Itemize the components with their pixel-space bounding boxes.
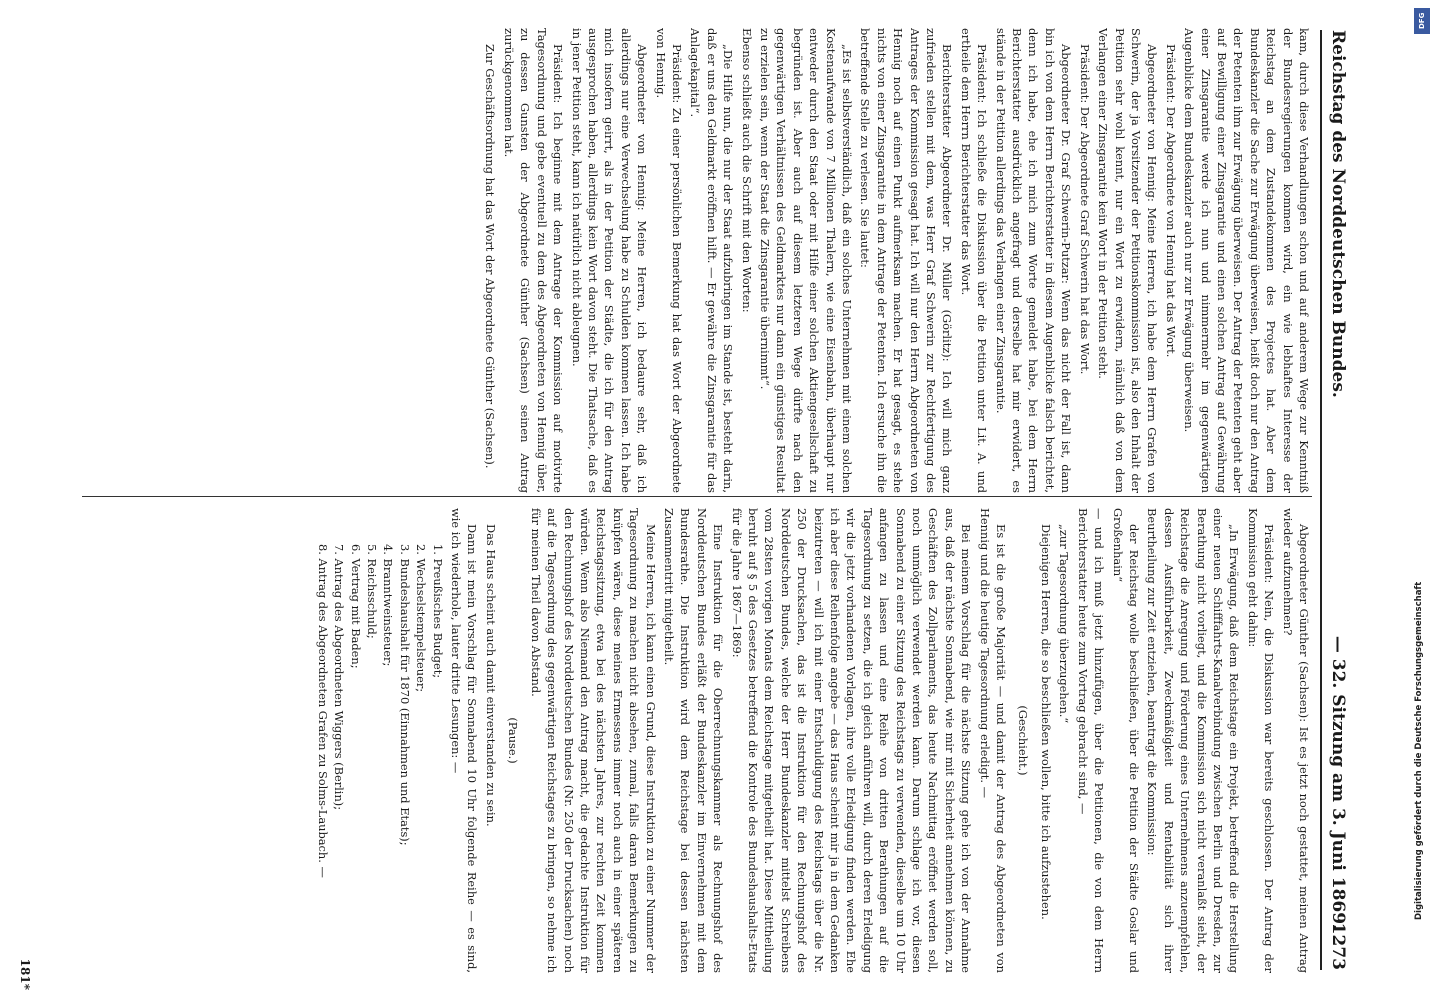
credit-text: Digitalisierung gefördert durch die Deutsche Forschungsgemeinschaft — [1414, 581, 1424, 920]
right-column-paragraph: 4. Branntweinsteuer; — [381, 544, 396, 667]
right-column-paragraph: Eine Instruktion für die Oberrechnungskammer als Rechnungshof des Norddeutschen Bundes erläßt der Bundeskanzler im Einvernehmen mit dem Bundesrathe. Die Instruktion wird dem Reichstage bei dessen nächsten Zusammentritt mitgetheilt. — [661, 508, 726, 973]
sheet-signature: 181* — [18, 958, 32, 990]
left-column-paragraph: kam, durch diese Verhandlungen schon und auf anderem Wege zur Kenntniß der Bundesregierungen kommen wird, ein wie lebhaftes Interesse der Reichstag an dem Zustandekommen des Projectes hat. Aber dem Bundeskanzler die Sache zur Erwägung überweisen, heißt doch nur den Antrag der Petenten ihm zur Erwägung überweisen. Der Antrag der Petenten geht aber auf Bewilligung einer Zinsgarantie und einen solchen Antrag auf Gewährung einer Zinsgarantie werde ich nun und nimmermehr im gegenwärtigen Augenblicke dem Bundeskanzler auch nur zur Erwägung überweisen. — [1182, 28, 1311, 493]
page-number: 1273 — [1328, 922, 1348, 970]
page-header — [1320, 30, 1362, 970]
left-column-paragraph: Präsident: Der Abgeordnete von Hennig hat das Wort. — [1163, 44, 1178, 358]
right-column-paragraph: Präsident: Nein, die Diskussion war bereits geschlossen. Der Antrag der Kommission geht dahin: — [1245, 508, 1277, 973]
digitization-credit — [1413, 6, 1431, 994]
right-column-paragraph: 2. Wechselstempelsteuer; — [414, 544, 429, 693]
right-column-paragraph: — und ich muß jetzt hinzufügen, über die Petitionen, die von dem Herrn Berichterstatter heute zum Vortrag gebracht sind, — — [1075, 508, 1107, 973]
right-column-paragraph: Dann ist mein Vorschlag für Sonnabend 10 Uhr folgende Reihe — es sind, wie ich wiederhole, lauter dritte Lesungen: — — [449, 508, 480, 973]
right-column-paragraph: „zur Tagesordnung überzugehen.“ — [1057, 524, 1072, 724]
right-column-paragraph: Bei meinem Vorschlag für die nächste Sitzung gehe ich von der Annahme aus, daß der nächste Sonnabend, wie mir mit Sicherheit annehmen können, zu Geschäften des Zollparlaments, das heute Nachmittag eröffnet werden soll, noch unmöglich verwendet werden kann. Darum schlage ich vor, diesen Sonnabend zu einer Sitzung des Reichstags zu verwenden, dieselbe um 10 Uhr anfangen zu lassen und eine Reihe von dritten Berathungen auf die Tagesordnung zu setzen, die ich gleich anführen will, durch deren Erledigung wir die jetzt vorhandenen Vorlagen, ihre volle Erledigung finden werden. Ehe ich aber diese Reihenfolge angebe — das Haus scheint mir ja in dem Gedanken beizutreten — will ich mit einer Entschuldigung des Reichstags über die Nr. 250 der Drucksachen, das ist die Instruktion für den Rechnungshof des Norddeutschen Bundes, welche der Herr Bundeskanzler mittelst Schreibens vom 28sten vorigen Monats dem Reichstage mitgetheilt hat. Diese Mittheilung beruht auf § 5 des Gesetzes betreffend die Kontrole des Bundeshaushalts-Etats für die Jahre 1867—1869: — [729, 508, 974, 973]
right-column-paragraph: 6. Vertrag mit Baden; — [348, 544, 363, 669]
left-column-paragraph: Präsident: Zu einer persönlichen Bemerkung hat das Wort der Abgeordnete von Hennig. — [653, 28, 684, 493]
left-text-column — [82, 28, 1312, 493]
left-column-paragraph: „Es ist selbstverständlich, daß ein solches Unternehmen mit einem solchen Kostenaufwande von 7 Millionen Thalern, wie eine Eisenbahn, überhaupt nur entweder durch den Staat oder mit Hilfe einer solchen Aktiengesellschaft zu begründen ist. Aber auch auf diesem letzteren Wege dürfte nach den gegenwärtigen Verhältnissen des Geldmarktes nur dann ein günstiges Resultat zu erzielen sein, wenn der Staat die Zinsgarantie übernimmt“. — [758, 28, 855, 493]
right-column-paragraph: (Pause.) — [506, 717, 521, 764]
right-column-paragraph: Das Haus scheint auch damit einverstanden zu sein. — [483, 524, 498, 827]
left-column-paragraph: Abgeordneter von Hennig: Meine Herren, ich habe dem Herrn Grafen von Schwerin, der ja Vorsitzender der Petitionskommission ist, also den Inhalt der Petition sehr wohl kennt, nur ein Wort zu erwidern, nämlich daß von dem Verlangen einer Zinsgarantie kein Wort in der Petition steht. — [1096, 28, 1160, 493]
header-left-title: Reichstag des Norddeutschen Bundes. — [1328, 30, 1348, 398]
right-column-paragraph: Es ist die große Majorität — und damit der Antrag des Abgeordneten von Hennig und die heutige Tagesordnung erledigt. — — [977, 508, 1009, 973]
right-column-paragraph: „In Erwägung, daß dem Reichstage ein Projekt, betreffend die Herstellung einer neuen Schifffahrts-Kanalverbindung zwischen Berlin und Dresden, zur Berathung nicht vorliegt, und die Kommission sich nicht veranlaßt sieht, der Reichstage die Anregung und Förderung eines Unternehmens anzuempfehlen, dessen Ausführbarkeit, Zweckmäßigkeit und Rentabilität sich ihrer Beurtheilung zur Zeit entziehen, beantragt die Kommission: — [1145, 508, 1242, 973]
left-column-paragraph: Abgeordneter von Hennig: Meine Herren, ich bedaure sehr, daß ich allerdings nur eine Verwechselung habe zu Schulden kommen lassen. Ich habe mich insofern geirrt, als in der Petition der Städte, die ich für den Antrag ausgesprochen haben, allerdings kein Wort davon steht. Die Thatsache, daß es in jener Petition steht, kann ich natürlich nicht ableugnen. — [569, 28, 650, 493]
right-column-paragraph: 1. Preußisches Budget; — [430, 544, 445, 679]
right-column-paragraph: 5. Reichsschuld; — [365, 544, 380, 639]
column-divider — [82, 496, 1312, 497]
right-column-paragraph: 7. Antrag des Abgeordneten Wiggers (Berlin); — [332, 544, 347, 811]
left-column-paragraph: Präsident: Ich beginne mit dem Antrage der Kommission auf motivirte Tagesordnung und gebe eventuell zu dem des Abgeordneten von Hennig über, zu dessen Gunsten der Abgeordnete Günther (Sachsen) seinen Antrag zurückgenommen hat. — [501, 28, 566, 493]
right-text-column — [82, 508, 1312, 973]
right-column-paragraph: (Geschieht.) — [1016, 705, 1031, 776]
left-column-paragraph: Zur Geschäftsordnung hat das Wort der Abgeordnete Günther (Sachsen). — [483, 44, 498, 469]
left-column-paragraph: Ebenso schließt auch die Schrift mit den Worten: — [739, 28, 754, 313]
left-column-paragraph: Präsident: Der Abgeordnete Graf Schwerin hat das Wort. — [1077, 44, 1092, 375]
right-column-paragraph: 8. Antrag des Abgeordneten Grafen zu Solms-Laubach. — — [315, 544, 330, 878]
left-column-paragraph: Berichterstatter Abgeordneter Dr. Müller (Görlitz): Ich will mich ganz zufrieden stellen mit dem, was Herr Graf Schwerin zur Rechtfertigung des Antrages der Kommission gesagt hat. Ich will nur den Herrn Abgeordneten von Hennig noch auf einen Punkt aufmerksam machen. Er hat gesagt, es stehe nichts von einer Zinsgarantie in dem Antrage der Petenten. Ich ersuche ihn die betreffende Stelle zu verlesen. Sie lautet: — [858, 28, 955, 493]
header-session-title: — 32. Sitzung am 3. Juni 1869. — [1328, 635, 1348, 930]
left-column-paragraph: Abgeordneter Dr. Graf Schwerin-Putzar: Wenn das nicht der Fall ist, dann bin ich von dem Herrn Berichterstatter in diesem Augenblicke falsch berichtet, denn ich habe, ehe ich mich zum Worte gemeldet habe, bei dem Herrn Berichterstatter ausdrücklich angefragt und derselbe hat mir erwidert, es stände in der Petition allerdings das Verlangen einer Zinsgarantie. — [993, 28, 1074, 493]
dfg-logo: DFG — [1414, 8, 1430, 34]
right-column-paragraph: Meine Herren, ich kann einen Grund, diese Instruktion zu einer Nummer der Tagesordnung zu machen nicht absehen, zumal, falls daran Bemerkungen zu knüpfen wären, diese meines Ermessens immer noch auch in einer späteren Reichstagssitzung, etwa bei des nächsten Jahres, zur rechten Zeit kommen würden. Wenn also Niemand den Antrag macht, die gedachte Instruktion für den Rechnungshof des Norddeutschen Bundes (Nr. 250 der Drucksachen) noch auf die Tagesordnung des gegenwärtigen Reichstages zu bringen, so nehme ich für meinen Theil davon Abstand. — [528, 508, 658, 973]
right-column-paragraph: der Reichstag wolle beschließen, über die Petition der Städte Goslar und Großenhain“ — [1110, 508, 1141, 973]
left-column-paragraph: Präsident: Ich schließe die Diskussion über die Petition unter Lit. A. und ertheile dem Herrn Berichterstatter das Wort. — [958, 28, 990, 493]
right-column-paragraph: Diejenigen Herren, die so beschließen wollen, bitte ich aufzustehen. — [1038, 524, 1053, 920]
right-column-paragraph: Abgeordneter Günther (Sachsen): Ist es jetzt noch gestattet, meinen Antrag wieder aufzunehmen? — [1280, 508, 1311, 973]
right-column-paragraph: 3. Bundeshaushalt für 1870 (Einnahmen und Etats); — [397, 544, 412, 846]
left-column-paragraph: „Die Hilfe nun, die nur der Staat aufzubringen im Stande ist, besteht darin, daß er uns den Geldmarkt eröffnen hilft. — Er gewähre die Zinsgarantie für das Anlagekapital“. — [688, 28, 736, 493]
